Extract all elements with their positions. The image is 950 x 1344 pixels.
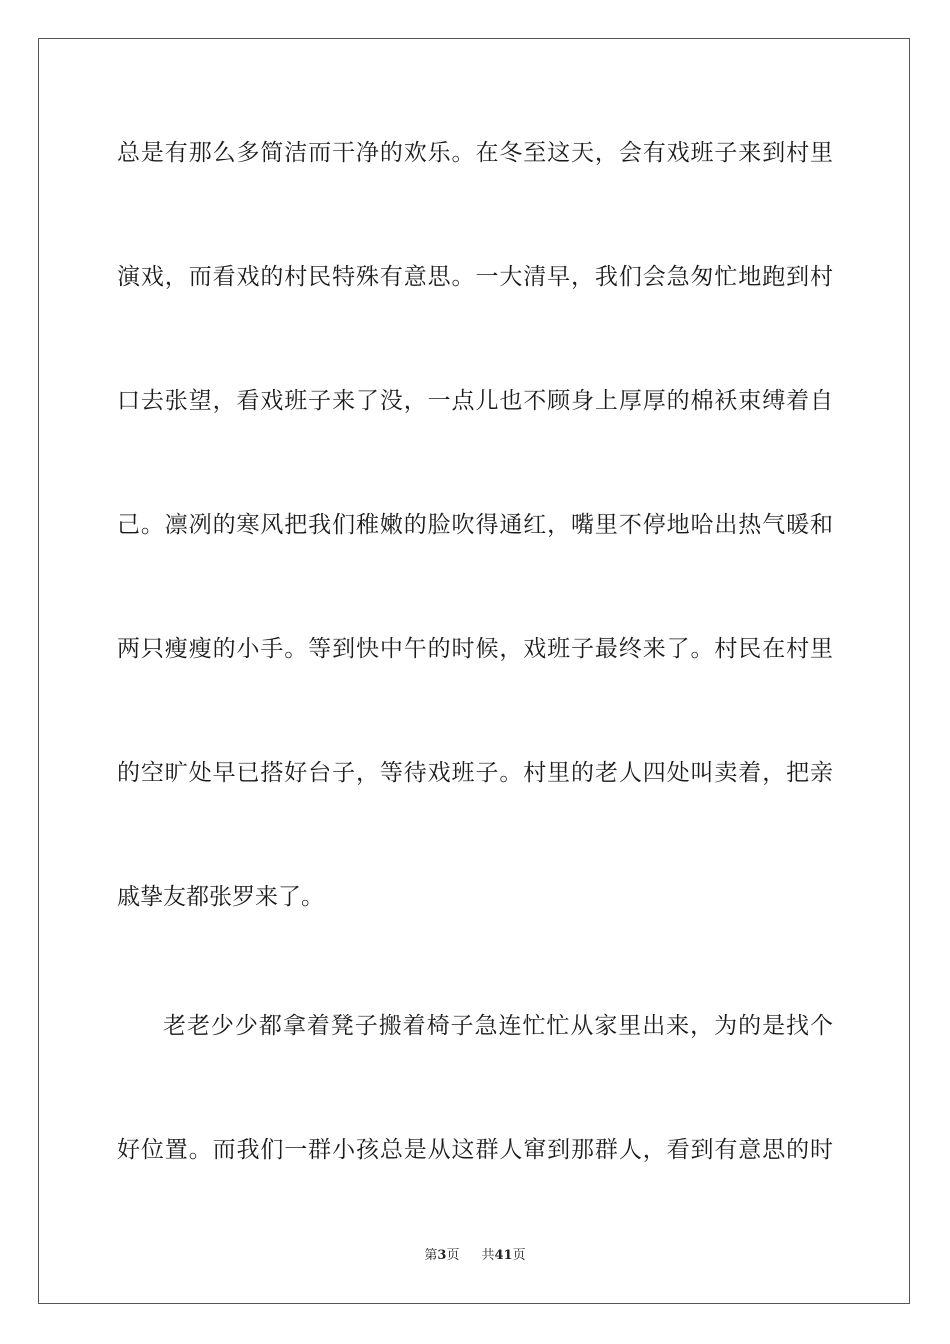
- body-line-2: 演戏，而看戏的村民特殊有意思。一大清早，我们会急匆忙地跑到村: [117, 264, 833, 290]
- body-line-8: 老老少少都拿着凳子搬着椅子急连忙忙从家里出来，为的是找个: [163, 1013, 833, 1039]
- body-line-4: 己。凛冽的寒风把我们稚嫩的脸吹得通红，嘴里不停地哈出热气暖和: [117, 512, 833, 538]
- body-line-9: 好位置。而我们一群小孩总是从这群人窜到那群人，看到有意思的时: [117, 1137, 833, 1163]
- total-pages: 41: [494, 1248, 513, 1263]
- total-prefix: 共: [481, 1248, 495, 1263]
- body-line-6: 的空旷处早已搭好台子，等待戏班子。村里的老人四处叫卖着，把亲: [117, 760, 833, 786]
- page-number: 3: [437, 1248, 447, 1263]
- page-suffix: 页: [446, 1248, 460, 1263]
- body-line-1: 总是有那么多简洁而干净的欢乐。在冬至这天，会有戏班子来到村里: [117, 140, 833, 166]
- page-footer: [0, 1247, 950, 1265]
- body-line-7: 戚挚友都张罗来了。: [117, 884, 324, 910]
- body-line-5: 两只瘦瘦的小手。等到快中午的时候，戏班子最终来了。村民在村里: [117, 636, 833, 662]
- total-suffix: 页: [512, 1248, 526, 1263]
- page-border: [38, 38, 910, 1304]
- body-line-3: 口去张望，看戏班子来了没，一点儿也不顾身上厚厚的棉袄束缚着自: [117, 388, 833, 414]
- page-prefix: 第: [424, 1248, 438, 1263]
